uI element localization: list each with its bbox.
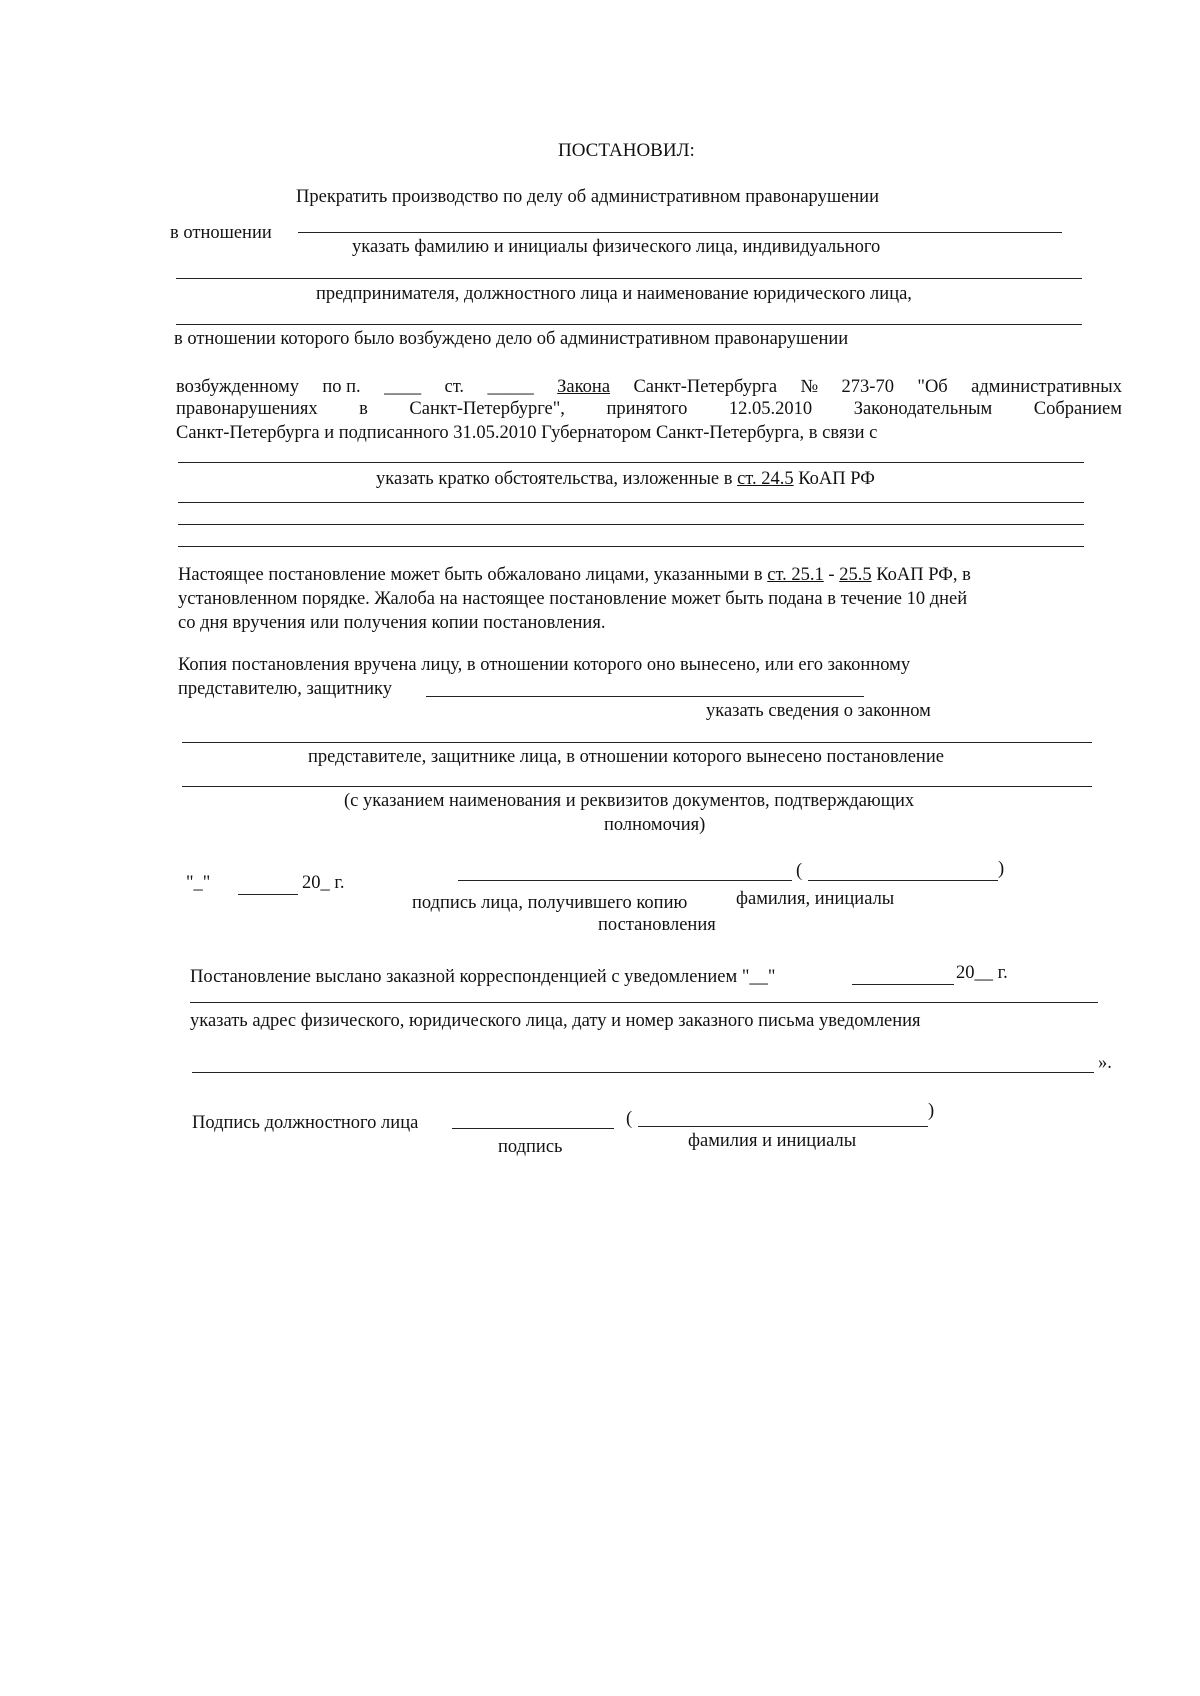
hint-name-2: предпринимателя, должностного лица и наименование юридического лица, [316, 284, 912, 304]
law-word: возбужденному [176, 377, 299, 397]
hint-sign-copy-2: постановления [598, 915, 716, 935]
hint-sign-copy-1: подпись лица, получившего копию [412, 893, 688, 913]
official-fio-close-paren: ) [928, 1101, 935, 1121]
representative-fill-line-3[interactable] [182, 786, 1092, 787]
law-word: "Об [917, 377, 948, 397]
name-fill-line-2[interactable] [176, 278, 1082, 279]
circumstances-fill-line-4[interactable] [178, 546, 1084, 547]
mailed-month-fill-line[interactable] [852, 984, 954, 985]
mailed-year: 20__ г. [956, 963, 1008, 983]
hint-circumstances [376, 468, 875, 490]
copy-line-2: представителю, защитнику [178, 679, 393, 699]
hint-name-3: в отношении которого было возбуждено дело об административном правонарушении [174, 329, 849, 349]
article-25-5-link[interactable]: 25.5 [839, 565, 872, 585]
hint-circumstances-suffix: КоАП РФ [793, 469, 875, 489]
law-word: принятого [606, 399, 688, 419]
law-word: Санкт-Петербурге", [409, 399, 565, 419]
appeal-dash: - [823, 565, 840, 585]
hint-rep-2: представителе, защитнике лица, в отношении которого вынесено постановление [308, 747, 944, 767]
law-word: ст. [444, 377, 465, 397]
in-relation-label: в отношении [170, 223, 272, 243]
circumstances-fill-line-2[interactable] [178, 502, 1084, 503]
hint-rep-3: (с указанием наименования и реквизитов документов, подтверждающих [344, 791, 915, 811]
law-word: по п. [322, 377, 361, 397]
law-word: ____ [384, 377, 422, 397]
fio-open-paren: ( [796, 861, 803, 881]
date-day: "_" [186, 873, 211, 893]
official-fio-line[interactable] [638, 1126, 928, 1127]
representative-fill-line[interactable] [426, 696, 864, 697]
recipient-fio-line[interactable] [808, 880, 998, 881]
date-month-fill-line[interactable] [238, 894, 298, 895]
law-word: № [800, 377, 819, 397]
law-word: Санкт-Петербурга [633, 377, 778, 397]
hint-name-1: указать фамилию и инициалы физического лица, индивидуального [352, 237, 881, 257]
law-word: правонарушениях [176, 399, 318, 419]
date-year: 20_ г. [302, 873, 345, 893]
law-word: 273-70 [841, 377, 894, 397]
law-line-1 [176, 376, 1122, 398]
law-link[interactable]: Закона [557, 377, 611, 397]
mailed-text: Постановление выслано заказной корреспонденцией с уведомлением "__" [190, 967, 776, 987]
representative-fill-line-2[interactable] [182, 742, 1092, 743]
fio-close-paren: ) [998, 859, 1005, 879]
address-fill-line[interactable] [190, 1002, 1098, 1003]
law-word: _____ [487, 377, 534, 397]
appeal-text-end: КоАП РФ, в [871, 565, 971, 585]
name-fill-line-3[interactable] [176, 324, 1082, 325]
law-word: в [359, 399, 368, 419]
page-title: ПОСТАНОВИЛ: [558, 140, 695, 161]
hint-signature: подпись [498, 1137, 563, 1157]
law-word: Собранием [1033, 399, 1122, 419]
official-fio-open-paren: ( [626, 1109, 633, 1129]
closing-quote: ». [1098, 1053, 1112, 1073]
law-line-2 [176, 398, 1122, 420]
copy-line-1: Копия постановления вручена лицу, в отношении которого оно вынесено, или его законному [178, 655, 911, 675]
appeal-line-1 [178, 564, 971, 586]
hint-fio-initials: фамилия, инициалы [736, 889, 895, 909]
article-25-1-link[interactable]: ст. 25.1 [767, 565, 824, 585]
law-word: 12.05.2010 [728, 399, 813, 419]
appeal-line-3: со дня вручения или получения копии постановления. [178, 613, 606, 633]
hint-rep-1: указать сведения о законном [706, 701, 931, 721]
article-24-5-link[interactable]: ст. 24.5 [737, 469, 794, 489]
address-fill-line-2[interactable] [192, 1072, 1094, 1073]
appeal-line-2: установленном порядке. Жалоба на настоящее постановление может быть подана в течение 10 дней [178, 589, 968, 609]
name-fill-line[interactable] [298, 232, 1062, 233]
recipient-signature-line[interactable] [458, 880, 792, 881]
circumstances-fill-line[interactable] [178, 462, 1084, 463]
official-sign-label: Подпись должностного лица [192, 1113, 419, 1133]
official-signature-line[interactable] [452, 1128, 614, 1129]
law-word: административных [971, 377, 1122, 397]
law-word: Законодательным [853, 399, 993, 419]
terminate-text: Прекратить производство по делу об административном правонарушении [296, 187, 879, 207]
law-line-3: Санкт-Петербурга и подписанного 31.05.2010 Губернатором Санкт-Петербурга, в связи с [176, 423, 878, 443]
hint-circumstances-text: указать кратко обстоятельства, изложенные в [376, 469, 738, 489]
hint-address: указать адрес физического, юридического лица, дату и номер заказного письма уведомления [190, 1011, 921, 1031]
circumstances-fill-line-3[interactable] [178, 524, 1084, 525]
appeal-text: Настоящее постановление может быть обжаловано лицами, указанными в [178, 565, 768, 585]
hint-fio-full: фамилия и инициалы [688, 1131, 857, 1151]
hint-rep-4: полномочия) [604, 815, 706, 835]
